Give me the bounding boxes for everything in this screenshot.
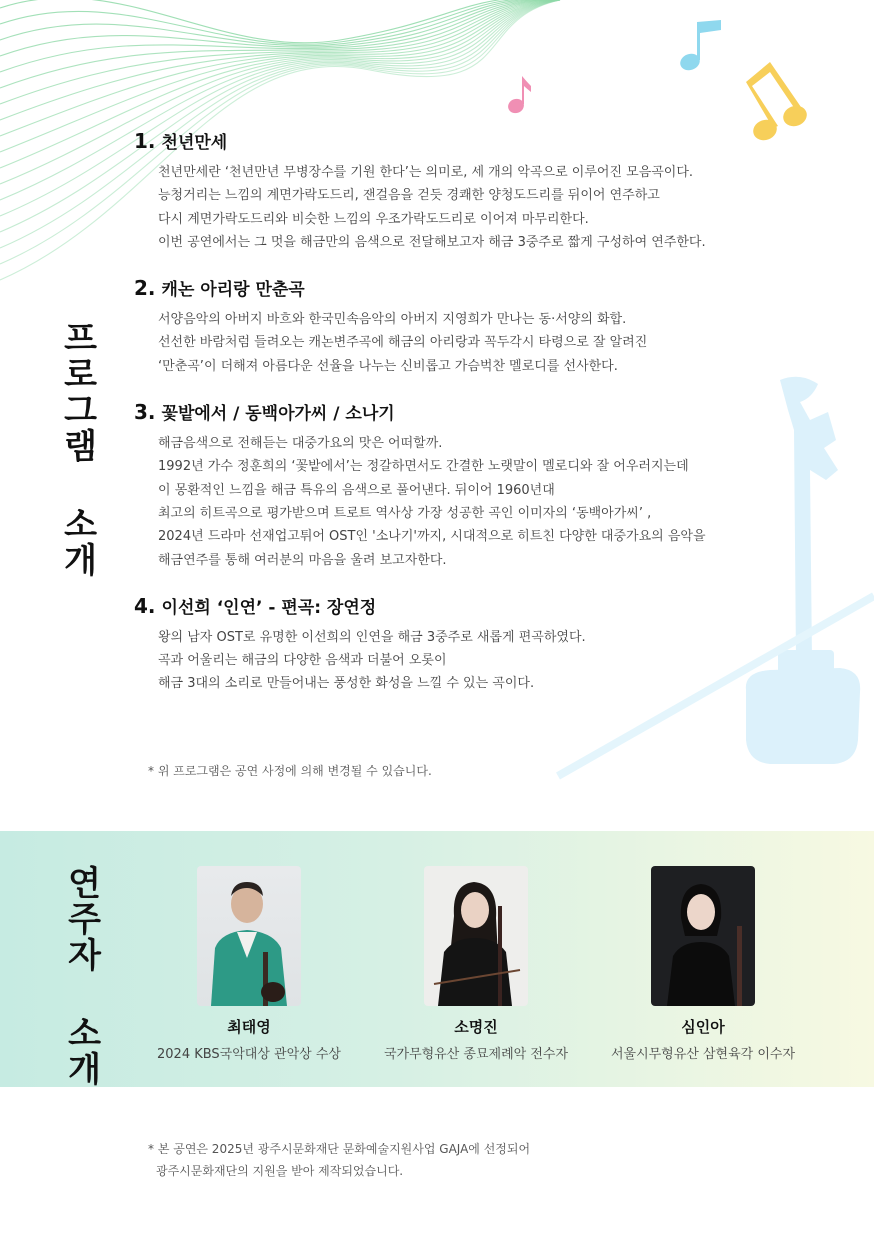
program-item-line: 최고의 히트곡으로 평가받으며 트로트 역사상 가장 성공한 곡인 이미자의 ‘동백아가씨’ , xyxy=(158,505,652,521)
program-item-title: 이선희 ‘인연’ - 편곡: 장연정 xyxy=(161,597,377,618)
performer-description: 서울시무형유산 삼현육각 이수자 xyxy=(610,1047,796,1062)
performer-description: 국가무형유산 종묘제례악 전수자 xyxy=(383,1047,569,1062)
program-list xyxy=(134,128,814,717)
program-item xyxy=(134,399,814,572)
footer-line: 광주시문화재단의 지원을 받아 제작되었습니다. xyxy=(156,1164,404,1178)
program-item-number: 2. xyxy=(134,276,156,301)
program-item-line: 해금음색으로 전해듣는 대중가요의 맛은 어떠할까. xyxy=(158,436,443,452)
program-item-line: 1992년 가수 정훈희의 ‘꽃밭에서’는 정갈하면서도 간결한 노랫말이 멜로디와 잘 어우러지는데 xyxy=(158,459,689,475)
program-item-line: 선선한 바람처럼 들려오는 캐논변주곡에 해금의 아리랑과 꼭두각시 타령으로 잘 알려진 xyxy=(158,335,648,351)
performer-card xyxy=(356,866,596,1062)
program-item-line: 능청거리는 느낌의 계면가락도드리, 잰걸음을 걷듯 경쾌한 양청도드리를 뒤이어 연주하고 xyxy=(158,188,660,204)
performer-name: 최태영 xyxy=(227,1018,271,1036)
program-note: * 위 프로그램은 공연 사정에 의해 변경될 수 있습니다. xyxy=(148,764,432,778)
program-item-line: 이번 공연에서는 그 멋을 해금만의 음색으로 전달해보고자 해금 3중주로 짧게 구성하여 연주한다. xyxy=(158,234,706,250)
program-item-line: 서양음악의 아버지 바흐와 한국민속음악의 아버지 지영희가 만나는 동·서양의 화합. xyxy=(158,312,627,328)
program-item-line: 다시 계면가락도드리와 비슷한 느낌의 우조가락도드리로 이어져 마무리한다. xyxy=(158,211,589,227)
program-item-title: 캐논 아리랑 만춘곡 xyxy=(161,280,305,301)
program-item-number: 4. xyxy=(134,593,156,618)
program-item-title: 꽃밭에서 / 동백아가씨 / 소나기 xyxy=(161,404,395,425)
program-item-line: 곡과 어울리는 해금의 다양한 음색과 더불어 오롯이 xyxy=(158,653,447,669)
program-item-line: 해금연주를 통해 여러분의 마음을 울려 보고자한다. xyxy=(158,552,447,568)
program-item-line: 왕의 남자 OST로 유명한 이선희의 인연을 해금 3중주로 새롭게 편곡하였다. xyxy=(158,629,586,645)
program-item-line: 2024년 드라마 선재업고튀어 OST인 '소나기'까지, 시대적으로 히트친 다양한 대중가요의 음악을 xyxy=(158,529,706,545)
performer-name: 심인아 xyxy=(681,1018,725,1036)
performer-photo xyxy=(197,866,301,1006)
program-item-title: 천년만세 xyxy=(161,133,228,153)
performer-photo xyxy=(651,866,755,1006)
performer-card xyxy=(583,866,823,1062)
program-item-line: ‘만춘곡’이 더해져 아름다운 선율을 나누는 신비롭고 가슴벅찬 멜로디를 선사한다. xyxy=(158,358,618,374)
program-item-line: 이 몽환적인 느낌을 해금 특유의 음색으로 풀어낸다. 뒤이어 1960년대 xyxy=(158,482,555,498)
program-item-number: 3. xyxy=(134,400,156,425)
footer-note xyxy=(148,1138,530,1182)
program-section-title: 프로그램 소개 xyxy=(57,320,97,578)
performer-section-title: 연주자 소개 xyxy=(61,865,101,1087)
program-item xyxy=(134,593,814,696)
performer-card xyxy=(129,866,369,1062)
performers-section xyxy=(0,831,874,1087)
program-item xyxy=(134,275,814,378)
program-item-number: 1. xyxy=(134,129,156,153)
program-item-line: 해금 3대의 소리로 만들어내는 풍성한 화성을 느낄 수 있는 곡이다. xyxy=(158,676,535,692)
performer-name: 소명진 xyxy=(454,1018,498,1036)
performer-photo xyxy=(424,866,528,1006)
footer-line: * 본 공연은 2025년 광주시문화재단 문화예술지원사업 GAJA에 선정되어 xyxy=(148,1142,531,1156)
program-item xyxy=(134,128,814,254)
program-item-line: 천년만세란 ‘천년만년 무병장수를 기원 한다’는 의미로, 세 개의 악곡으로 이루어진 모음곡이다. xyxy=(158,165,694,180)
performer-description: 2024 KBS국악대상 관악상 수상 xyxy=(157,1047,341,1062)
